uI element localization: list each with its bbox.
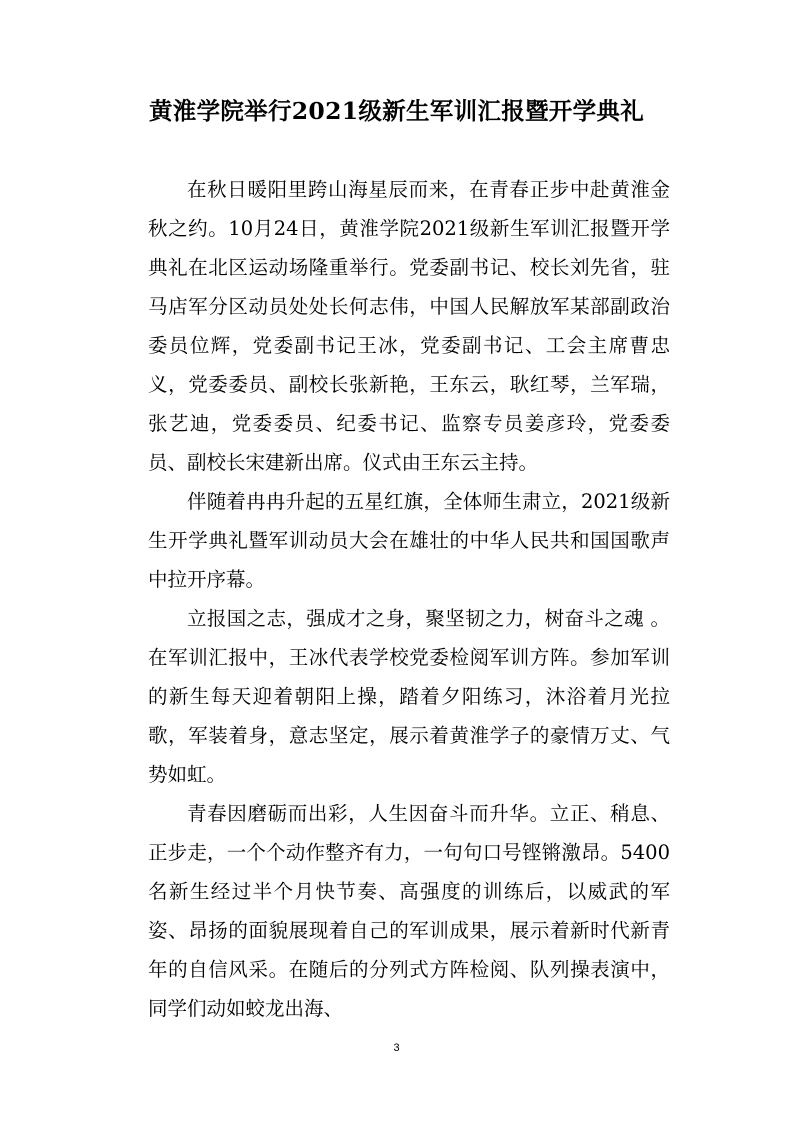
- paragraph-4: 青春因磨砺而出彩，人生因奋斗而升华。立正、稍息、正步走，一个个动作整齐有力，一句句口号铿锵激昂。5400名新生经过半个月快节奏、高强度的训练后，以威武的军姿、昂扬的面貌展现着自己的军训成果，展示着新时代新青年的自信风采。在随后的分列式方阵检阅、队列操表演中，同学们动如蛟龙出海、: [148, 802, 670, 1020]
- page-number: 3: [393, 1042, 400, 1054]
- paragraph-2: 伴随着冉冉升起的五星红旗，全体师生肃立，2021级新生开学典礼暨军训动员大会在雄壮的中华人民共和国国歌声中拉开序幕。: [148, 490, 670, 591]
- paragraph-3: 立报国之志，强成才之身，聚坚韧之力，树奋斗之魂 。在军训汇报中，王冰代表学校党委检阅军训方阵。参加军训的新生每天迎着朝阳上操，踏着夕阳练习，沐浴着月光拉歌，军装着身，意志坚定，展示着黄淮学子的豪情万丈、气势如虹。: [148, 607, 670, 786]
- document-body: [148, 170, 670, 1028]
- paragraph-1: 在秋日暖阳里跨山海星辰而来，在青春正步中赴黄淮金秋之约。10月24日，黄淮学院2021级新生军训汇报暨开学典礼在北区运动场隆重举行。党委副书记、校长刘先省，驻马店军分区动员处处长何志伟，中国人民解放军某部副政治委员位辉，党委副书记王冰，党委副书记、工会主席曹忠义，党委委员、副校长张新艳，王东云，耿红琴，兰军瑞，张艺迪，党委委员、纪委书记、监察专员姜彦玲，党委委员、副校长宋建新出席。仪式由王东云主持。: [148, 178, 670, 474]
- document-title: 黄淮学院举行2021级新生军训汇报暨开学典礼: [148, 97, 644, 125]
